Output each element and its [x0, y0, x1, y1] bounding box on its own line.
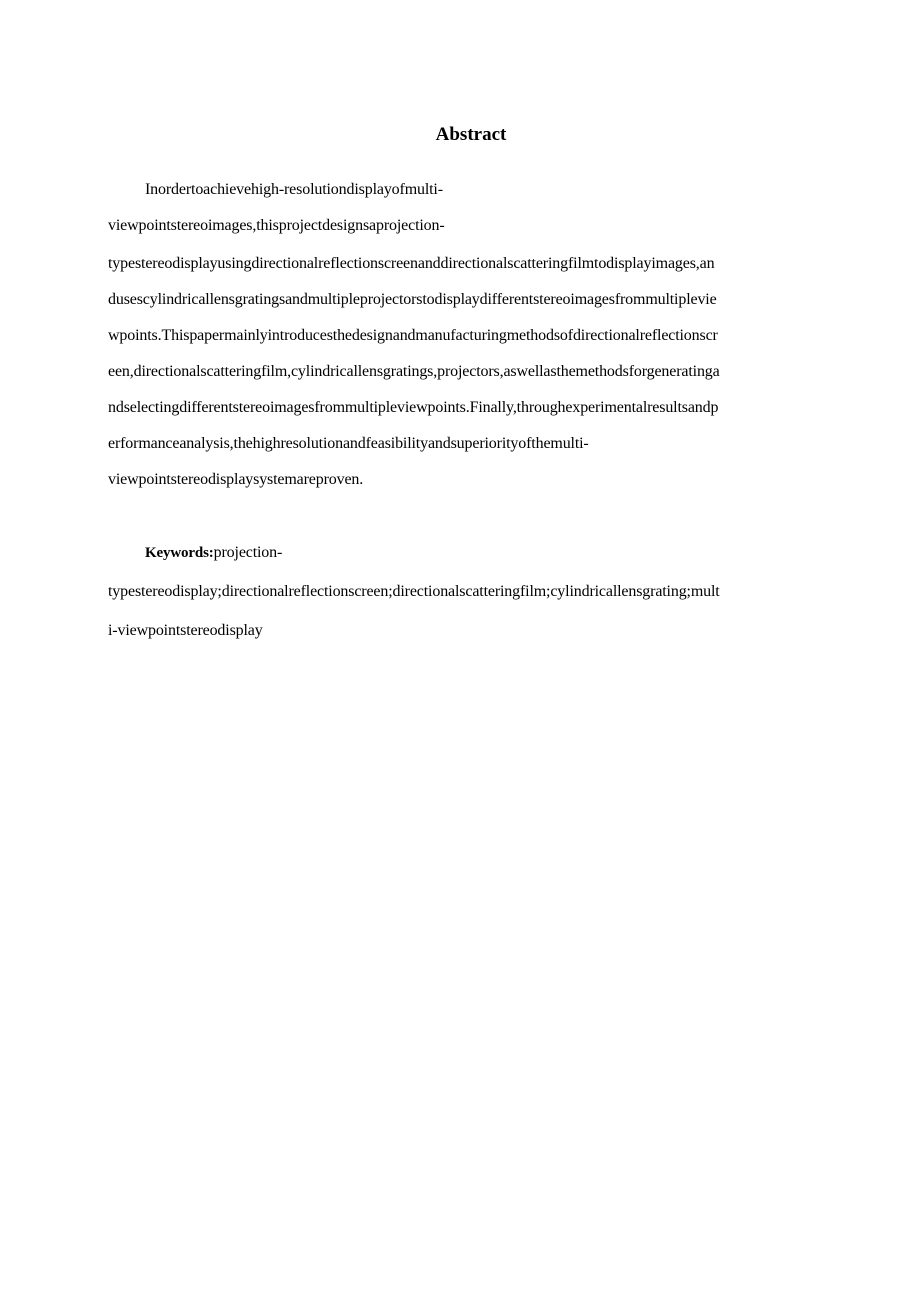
abstract-title: Abstract — [435, 124, 507, 145]
keywords-first: projection- — [213, 544, 283, 561]
abstract-line-8: erformanceanalysis,thehighresolutionandfeasibilityandsuperiorityofthemulti- — [108, 435, 589, 452]
keywords-label: Keywords: — [145, 545, 214, 561]
abstract-line-3: typestereodisplayusingdirectionalreflectionscreenanddirectionalscatteringfilmtodisplayimages,an — [108, 255, 715, 272]
keywords-line-1 — [145, 541, 282, 565]
keywords-line-3: i-viewpointstereodisplay — [108, 622, 263, 639]
keywords-line-2: typestereodisplay;directionalreflectionscreen;directionalscatteringfilm;cylindricallensgrating;mult — [108, 583, 720, 600]
abstract-line-1: Inordertoachievehigh-resolutiondisplayofmulti- — [145, 181, 443, 198]
abstract-line-2: viewpointstereoimages,thisprojectdesignsaprojection- — [108, 217, 445, 234]
abstract-line-7: ndselectingdifferentstereoimagesfrommultipleviewpoints.Finally,throughexperimentalresultsandp — [108, 399, 719, 416]
abstract-line-4: dusescylindricallensgratingsandmultipleprojectorstodisplaydifferentstereoimagesfrommultipleviе — [108, 291, 717, 308]
abstract-line-5: wpoints.Thispapermainlyintroducesthedesignandmanufacturingmethodsofdirectionalreflectionscr — [108, 327, 718, 344]
abstract-line-9: viewpointstereodisplaysystemareproven. — [108, 471, 364, 488]
abstract-line-6: een,directionalscatteringfilm,cylindricallensgratings,projectors,aswellasthemethodsforgeneratinga — [108, 363, 720, 380]
